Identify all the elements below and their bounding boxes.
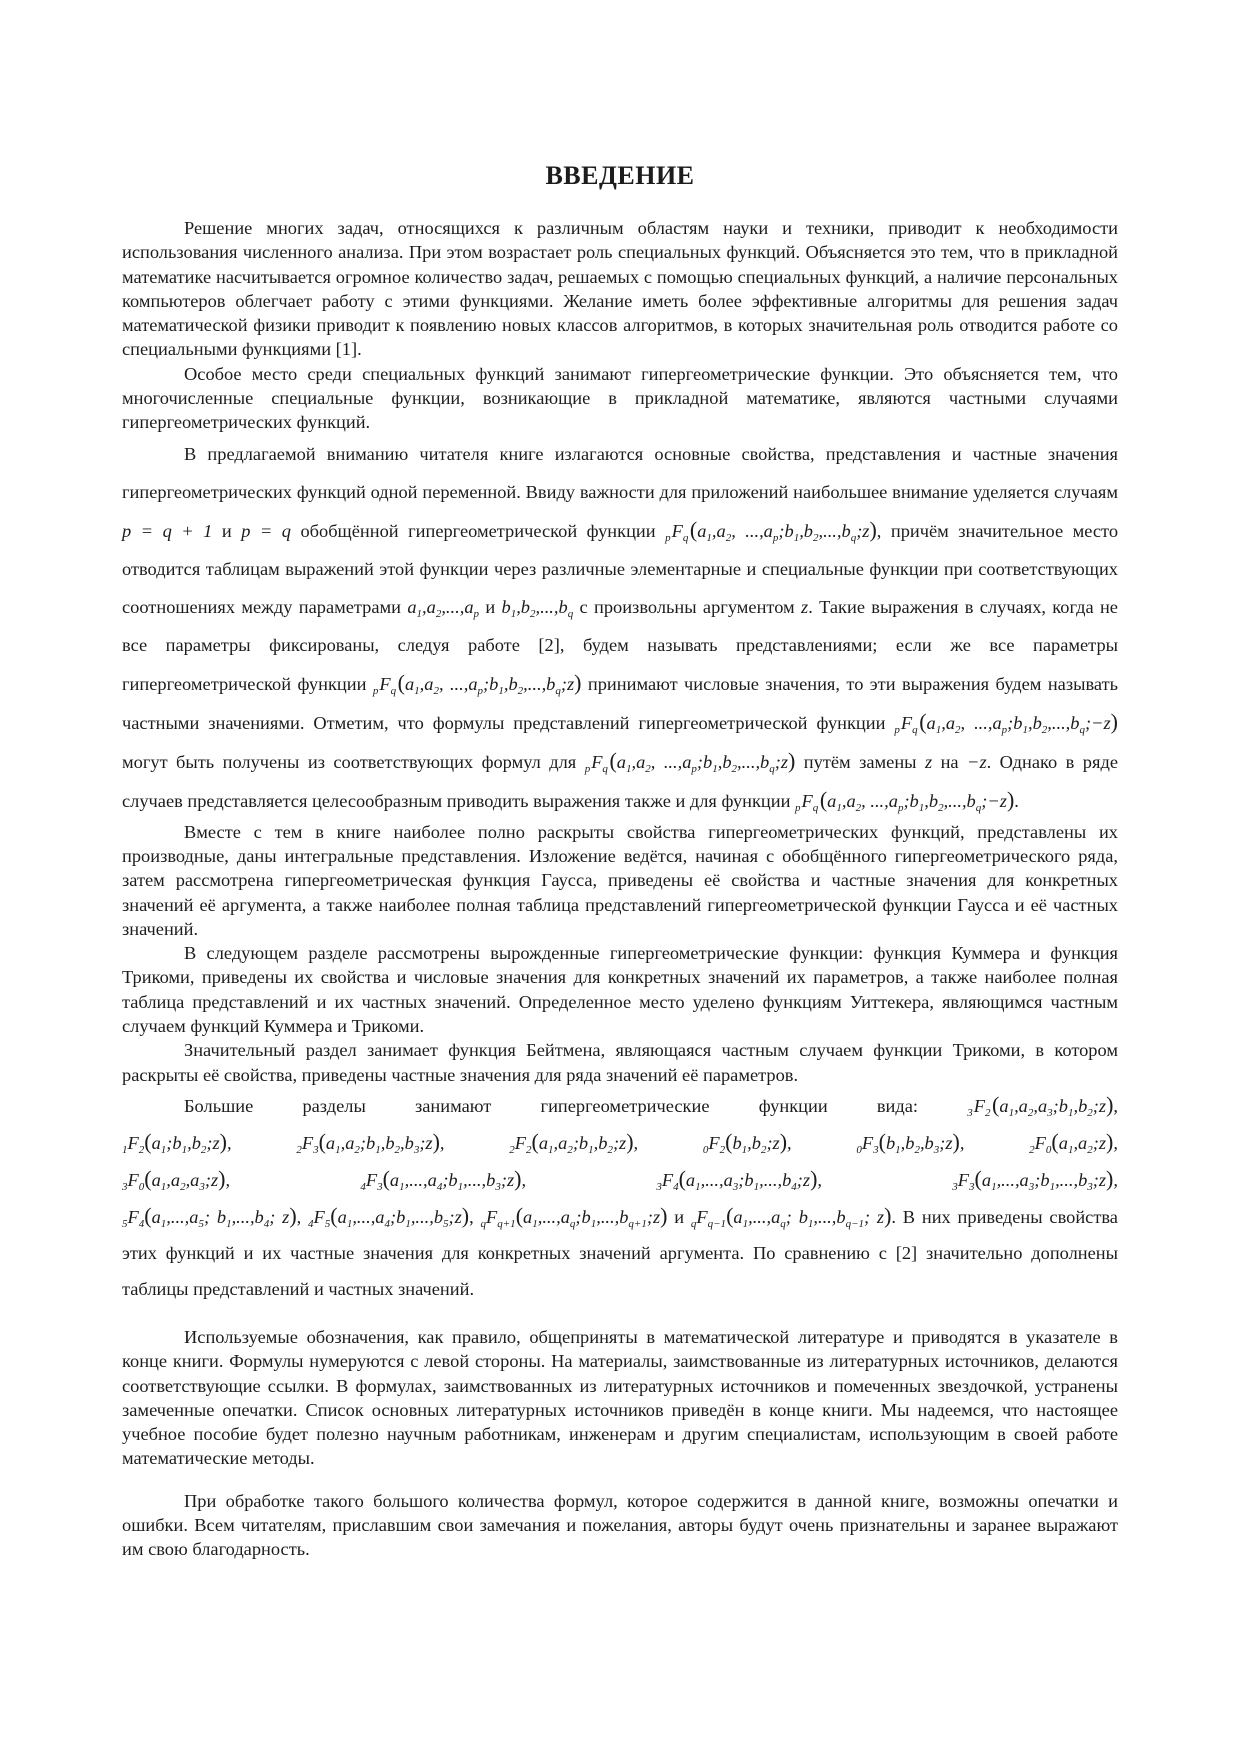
formula-pFq: $_pF_q$ ($a_1,a_2$, $...,a_p;b_1,b_2,...,b_q;z$) — [665, 516, 877, 544]
paragraph-2: Особое место среди специальных функций занимают гипергеометрические функции. Это объясняется тем, что многочисленные специальные функции, возникающие в прикладной математике, являются частными случаями гипергеометрических функций. — [122, 363, 1118, 433]
formula-b-params: $b_1,b_2,...,b_q$ — [501, 596, 574, 620]
formula-qFq+1: $_qF_{q+1}(a_1,...,a_q;b_1,...,b_{q+1};z)$ — [480, 1202, 668, 1230]
formula-p-eq-q: p = q — [241, 520, 291, 541]
formula-z: z — [924, 751, 933, 772]
paragraph-7: Большие разделы занимают гипергеометрические функции вида: $_3F_2$ $(a_1,a_2,a_3;b_1,b_2;z)$, $_1F_2(a_1;b_1,b_2;z)$, $_2F_3(a_1,a_2;b_1,b_2,b_3;z)$, $_2F_2(a_1,a_2;b_1,b_2;z)$, $_0F_2(b_1,b_2;z)$, $_0F_3(b_1,b_2,b_3;z)$, $_2F_0(a_1,a_2;z)$, $_3F_0(a_1,a_2,a_3;z)$, $_4F_3(a_1,...,a_4;b_1,...,b_3;z)$, $_3F_4(a_1,...,a_3;b_1,...,b_4;z)$, $_3F_3(a_1,...,a_3;b_1,...,b_3;z)$, $_5F_4(a_1,...,a_5$; $b_1,...,b_4$; z), $_4F_5(a_1,...,a_4;b_1,...,b_5;z)$, $_qF_{q+1}(a_1,...,a_q;b_1,...,b_{q+1};z)$ и $_qF_{q-1}(a_1,...,a_q$; $b_1,...,b_{q-1}$; z). В них приведены свойства этих функций и их частные значения для конкретных значений аргумента. По сравнению с [2] значительно дополнены таблицы представлений и частных значений. — [122, 1091, 1118, 1299]
formula-p-eq-q-plus-1: p = q + 1 — [122, 520, 213, 541]
formula-2F3: $_2F_3(a_1,a_2;b_1,b_2,b_3;z)$, — [296, 1128, 445, 1156]
formula-2F0: $_2F_0(a_1,a_2;z)$, — [1029, 1128, 1118, 1156]
formula-z: z — [801, 596, 809, 617]
formula-pFq-negz: $_pF_q$ ($a_1,a_2$, $...,a_p;b_1,b_2,...,b_q;-z$) — [894, 708, 1118, 736]
formula-pFq: $_pF_q$ ($a_1,a_2$, $...,a_p;b_1,b_2,...,b_q;z$) — [584, 747, 796, 775]
formula-row-2 — [122, 1161, 1118, 1198]
formula-qFq-1: $_qF_{q-1}(a_1,...,a_q$; $b_1,...,b_{q-1}$; z) — [690, 1202, 892, 1230]
formula-a-params: $a_1,a_2,...,a_p$ — [407, 596, 480, 620]
paragraph-6: Значительный раздел занимает функция Бейтмена, являющаяся частным случаем функции Трикоми, в котором раскрыты её свойства, приведены частные значения для ряда значений её параметров. — [122, 1040, 1118, 1085]
paragraph-1: Решение многих задач, относящихся к различным областям науки и техники, приводит к необходимости использования численного анализа. При этом возрастает роль специальных функций. Объясняется это тем, что в прикладной математике насчитывается огромное количество задач, решаемых с помощью специальных функций, а наличие персональных компьютеров облегчает работу с этими функциями. Желание иметь более эффективные алгоритмы для решения задач математической физики приводит к появлению новых классов алгоритмов, в которых значительная роль отводится работе со специальными функциями [1]. — [122, 218, 1118, 360]
formula-3F0: $_3F_0(a_1,a_2,a_3;z)$, — [122, 1165, 231, 1193]
paragraph-3: В предлагаемой вниманию читателя книге излагаются основные свойства, представления и частные значения гипергеометрических функций одной переменной. Ввиду важности для приложений наибольшее внимание уделяется случаям p = q + 1 и p = q обобщённой гипергеометрической функции $_pF_q$ ($a_1,a_2$, $...,a_p;b_1,b_2,...,b_q;z$), причём значительное место отводится таблицам выражений этой функции через различные элементарные и специальные функции при соответствующих соотношениях между параметрами $a_1,a_2,...,a_p$ и $b_1,b_2,...,b_q$ с произвольны аргументом z. Такие выражения в случаях, когда не все параметры фиксированы, следуя работе [2], будем называть представлениями; если же все параметры гипергеометрической функции $_pF_q$ ($a_1,a_2$, $...,a_p;b_1,b_2,...,b_q;z$) принимают числовые значения, то эти выражения будем называть частными значениями. Отметим, что формулы представлений гипергеометрической функции $_pF_q$ ($a_1,a_2$, $...,a_p;b_1,b_2,...,b_q;-z$) могут быть получены из соответствующих формул для $_pF_q$ ($a_1,a_2$, $...,a_p;b_1,b_2,...,b_q;z$) путём замены z на −z. Однако в ряде случаев представляется целесообразным приводить выражения также и для функции $_pF_q$ ($a_1,a_2$, $...,a_p;b_1,b_2,...,b_q;-z$). — [122, 443, 1119, 814]
paragraph-8: Используемые обозначения, как правило, общеприняты в математической литературе и приводятся в указателе в конце книги. Формулы нумеруются с левой стороны. На материалы, заимствованные из литературных источников, делаются соответствующие ссылки. В формулах, заимствованных из литературных источников и помеченных звездочкой, устранены замеченные опечатки. Список основных литературных источников приведён в конце книги. Мы надеемся, что настоящее учебное пособие будет полезно научным работникам, инженерам и другим специалистам, использующим в своей работе математические методы. — [122, 1326, 1118, 1469]
formula-3F2: $_3F_2$ $(a_1,a_2,a_3;b_1,b_2;z)$ — [967, 1091, 1114, 1119]
formula-neg-z: −z — [967, 751, 987, 772]
paragraph-4: Вместе с тем в книге наиболее полно раскрыты свойства гипергеометрических функций, представлены их производные, даны интегральные представления. Изложение ведётся, начиная с обобщённого гипергеометрического ряда, затем рассмотрена гипергеометрическая функция Гаусса, приведены её свойства и частные значения для конкретных значений её аргумента, а также наиболее полная таблица представлений гипергеометрической функции Гаусса и её частных значений. — [122, 821, 1118, 939]
formula-0F2: $_0F_2(b_1,b_2;z)$, — [702, 1128, 792, 1156]
formula-4F3: $_4F_3(a_1,...,a_4;b_1,...,b_3;z)$, — [360, 1165, 527, 1193]
formula-row-1 — [122, 1124, 1118, 1161]
formula-1F2: $_1F_2(a_1;b_1,b_2;z)$, — [122, 1128, 232, 1156]
formula-2F2: $_2F_2(a_1,a_2;b_1,b_2;z)$, — [509, 1128, 639, 1156]
page-body — [122, 160, 1118, 1562]
paragraph-9: При обработке такого большого количества формул, которое содержится в данной книге, возможны опечатки и ошибки. Всем читателям, приславшим свои замечания и пожелания, авторы будут очень признательны и заранее выражают им свою благодарность. — [122, 1490, 1118, 1560]
formula-0F3: $_0F_3(b_1,b_2,b_3;z)$, — [856, 1128, 965, 1156]
formula-4F5: $_4F_5(a_1,...,a_4;b_1,...,b_5;z)$ — [308, 1202, 470, 1230]
formula-3F3: $_3F_3(a_1,...,a_3;b_1,...,b_3;z)$, — [952, 1165, 1118, 1193]
formula-pFq: $_pF_q$ ($a_1,a_2$, $...,a_p;b_1,b_2,...,b_q;z$) — [372, 669, 582, 697]
formula-pFq-negz: $_pF_q$ ($a_1,a_2$, $...,a_p;b_1,b_2,...,b_q;-z$) — [795, 786, 1015, 814]
formula-5F4: $_5F_4(a_1,...,a_5$; $b_1,...,b_4$; z) — [122, 1202, 297, 1230]
paragraph-5: В следующем разделе рассмотрены вырожденные гипергеометрические функции: функция Куммера и функция Трикоми, приведены их свойства и числовые значения для конкретных значений их параметров, а также наиболее полная таблица представлений и их частных значений. Определенное место уделено функциям Уиттекера, являющимся частным случаем функций Куммера и Трикоми. — [122, 943, 1118, 1037]
page-title: ВВЕДЕНИЕ — [545, 161, 695, 190]
formula-3F4: $_3F_4(a_1,...,a_3;b_1,...,b_4;z)$, — [656, 1165, 823, 1193]
